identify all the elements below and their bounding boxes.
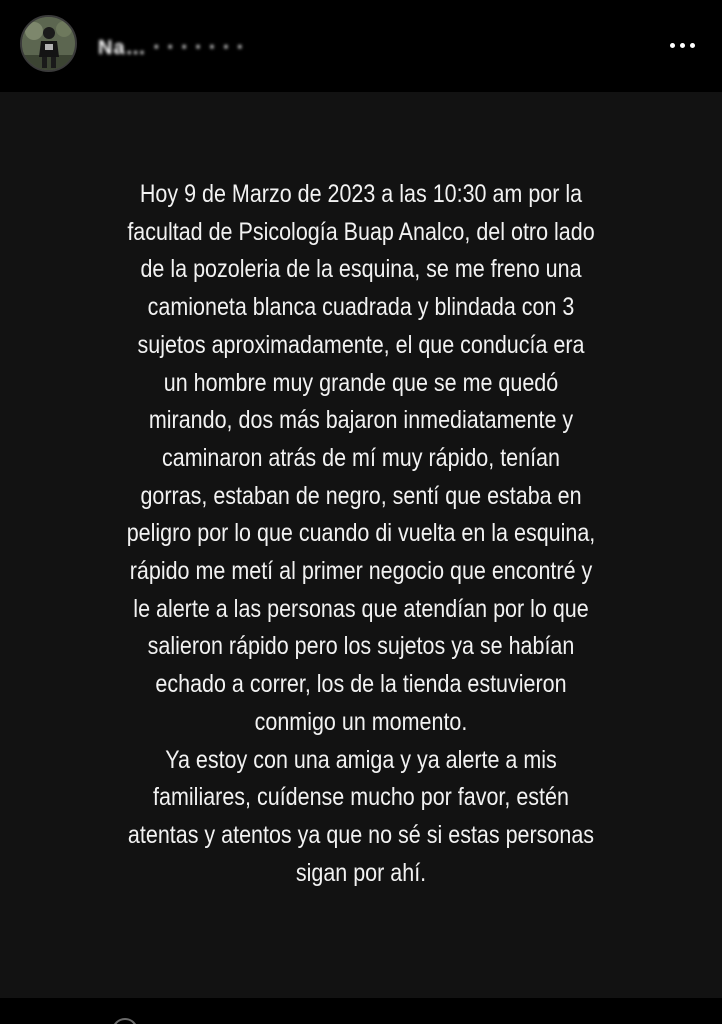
more-options-icon[interactable] xyxy=(660,30,704,60)
bottom-avatar-edge xyxy=(112,1018,138,1024)
menu-dot xyxy=(680,43,685,48)
username[interactable]: Na… ‧ ‧ ‧ ‧ ‧ ‧ ‧ xyxy=(98,37,244,59)
bottom-bar xyxy=(0,998,722,1024)
menu-dot xyxy=(690,43,695,48)
profile-avatar[interactable] xyxy=(20,15,77,72)
story-text: Hoy 9 de Marzo de 2023 a las 10:30 am por la facultad de Psicología Buap Analco, del otro lado de la pozoleria de la esquina, se me freno una camioneta blanca cuadrada y blindada con 3 sujetos aproximadamente, el que conducía era un hombre muy grande que se me quedó mirando, dos más bajaron inmediatamente y caminaron atrás de mí muy rápido, tenían gorras, estaban de negro, sentí que estaba en peligro por lo que cuando di vuelta en la esquina, rápido me metí al primer negocio que encontré y le alerte a las personas que atendían por lo que salieron rápido pero los sujetos ya se habían echado a correr, los de la tienda estuvieron conmigo un momento. Ya estoy con una amiga y ya alerte a mis familiares, cuídense mucho por favor, estén atentas y atentos ya que no sé si estas personas sigan por ahí. xyxy=(126,180,596,887)
avatar-photo-icon xyxy=(22,17,75,70)
menu-dot xyxy=(670,43,675,48)
story-header xyxy=(0,0,722,92)
story-content[interactable] xyxy=(0,92,722,998)
